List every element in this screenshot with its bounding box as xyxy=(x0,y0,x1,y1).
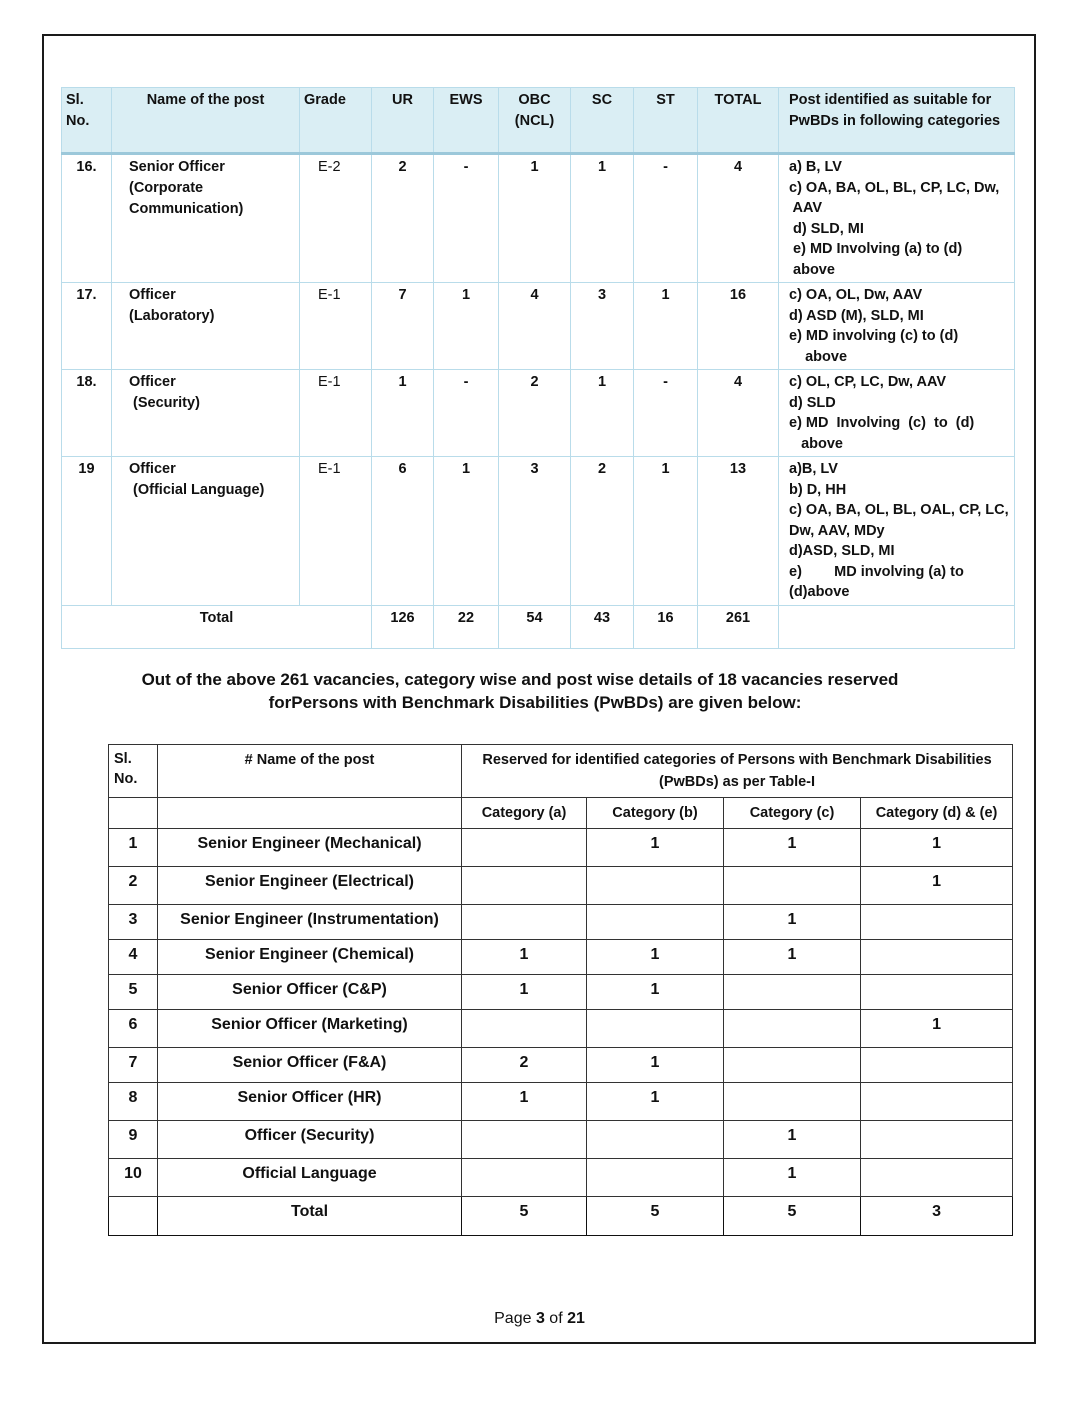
table2-header-sl: Sl. No. xyxy=(109,745,158,798)
pwbd-category-line: AAV xyxy=(789,200,823,216)
pwbd-category-line: d) SLD, MI xyxy=(789,220,864,237)
table2-row xyxy=(109,1010,1013,1048)
row-post-name xyxy=(112,370,300,457)
header-sc: SC xyxy=(571,88,634,154)
pwbd-category-line: a) B, LV xyxy=(789,159,842,175)
total-pwbd-empty xyxy=(779,605,1015,648)
row-cat-a: 1 xyxy=(462,975,587,1010)
table-row xyxy=(62,154,1015,283)
pwbd-category-line: (d)above xyxy=(789,584,850,600)
row-sl-no: 6 xyxy=(109,1010,158,1048)
row-cat-b: 1 xyxy=(587,975,724,1010)
row-ews: 1 xyxy=(434,457,499,606)
row-sl-no: 9 xyxy=(109,1121,158,1159)
pwbd-summary-paragraph xyxy=(100,668,940,714)
row-cat-a xyxy=(462,1159,587,1197)
row-post-name: Senior Officer (Marketing) xyxy=(158,1010,462,1048)
post-name-line: Senior Officer xyxy=(129,159,225,175)
row-cat-b xyxy=(587,1121,724,1159)
table2-header-row-2 xyxy=(109,798,1013,829)
row-ur: 1 xyxy=(372,370,434,457)
row-obc: 3 xyxy=(499,457,571,606)
row-post-name xyxy=(112,457,300,606)
row-pwbd-categories xyxy=(779,283,1015,370)
row-total: 4 xyxy=(698,154,779,283)
row-cat-de xyxy=(861,1048,1013,1083)
header-name: Name of the post xyxy=(112,88,300,154)
pwbd-category-line: c) OA, BA, OL, BL, OAL, CP, LC, xyxy=(789,502,1009,518)
row-sl-no: 7 xyxy=(109,1048,158,1083)
row-obc: 1 xyxy=(499,154,571,283)
pwbd-category-line: c) OL, CP, LC, Dw, AAV xyxy=(789,374,947,390)
row-grade: E-2 xyxy=(300,154,372,283)
row-sl-no: 4 xyxy=(109,940,158,975)
row-sl-no: 3 xyxy=(109,905,158,940)
table2-header-row-1 xyxy=(109,745,1013,798)
row-sc: 2 xyxy=(571,457,634,606)
row-sl-no: 19 xyxy=(62,457,112,606)
total-ur: 126 xyxy=(372,605,434,648)
row-total: 4 xyxy=(698,370,779,457)
row-cat-b xyxy=(587,905,724,940)
page-prefix: Page xyxy=(494,1310,536,1327)
pwbd-category-line: e) MD involving (c) to (d) xyxy=(789,328,959,344)
table2-row xyxy=(109,867,1013,905)
row-st: - xyxy=(634,154,698,283)
row-sc: 1 xyxy=(571,370,634,457)
total-sl-empty xyxy=(109,1197,158,1236)
row-sl-no: 17. xyxy=(62,283,112,370)
table2-total-row xyxy=(109,1197,1013,1236)
row-sl-no: 1 xyxy=(109,829,158,867)
row-sl-no: 2 xyxy=(109,867,158,905)
pwbd-category-line: above xyxy=(789,261,835,278)
row-cat-b: 1 xyxy=(587,1048,724,1083)
row-cat-de: 1 xyxy=(861,867,1013,905)
row-obc: 2 xyxy=(499,370,571,457)
page-footer xyxy=(0,1310,1079,1328)
row-post-name: Senior Engineer (Chemical) xyxy=(158,940,462,975)
paragraph-line-1: Out of the above 261 vacancies, category wise and post wise details of 18 vacancies reserved xyxy=(141,670,899,689)
pwbd-category-line: e) MD Involving (a) to (d) xyxy=(789,241,963,257)
row-cat-a xyxy=(462,1010,587,1048)
row-cat-c xyxy=(724,1083,861,1121)
row-cat-a xyxy=(462,867,587,905)
pwbd-reservation-table xyxy=(108,744,1013,1236)
total-label: Total xyxy=(158,1197,462,1236)
row-cat-c xyxy=(724,1048,861,1083)
row-cat-a xyxy=(462,905,587,940)
header-st: ST xyxy=(634,88,698,154)
pwbd-category-line: e) MD involving (a) to xyxy=(789,563,964,580)
row-post-name xyxy=(112,283,300,370)
table2-row xyxy=(109,940,1013,975)
row-cat-b xyxy=(587,867,724,905)
page-of: of xyxy=(544,1310,568,1327)
row-post-name: Senior Officer (HR) xyxy=(158,1083,462,1121)
total-ews: 22 xyxy=(434,605,499,648)
total-label: Total xyxy=(62,605,372,648)
header-ews: EWS xyxy=(434,88,499,154)
total-cat-c: 5 xyxy=(724,1197,861,1236)
table-row xyxy=(62,370,1015,457)
header-total: TOTAL xyxy=(698,88,779,154)
row-grade: E-1 xyxy=(300,457,372,606)
row-post-name: Officer (Security) xyxy=(158,1121,462,1159)
row-cat-c: 1 xyxy=(724,1121,861,1159)
row-cat-c xyxy=(724,975,861,1010)
table2-header-empty-2 xyxy=(158,798,462,829)
table2-row xyxy=(109,1121,1013,1159)
post-name-line: (Laboratory) xyxy=(129,308,215,324)
table2-header-reserved: Reserved for identified categories of Persons with Benchmark Disabilities (PwBDs) as per Table-I xyxy=(462,745,1013,798)
row-cat-de xyxy=(861,975,1013,1010)
row-pwbd-categories xyxy=(779,457,1015,606)
header-pwbd: Post identified as suitable for PwBDs in following categories xyxy=(779,88,1015,154)
row-post-name: Senior Officer (C&P) xyxy=(158,975,462,1010)
post-name-line: Officer xyxy=(129,461,176,477)
row-ur: 7 xyxy=(372,283,434,370)
pwbd-category-line: a)B, LV xyxy=(789,461,838,477)
post-name-line: Officer xyxy=(129,374,176,390)
row-grade: E-1 xyxy=(300,370,372,457)
row-cat-b: 1 xyxy=(587,829,724,867)
row-total: 13 xyxy=(698,457,779,606)
row-post-name: Senior Engineer (Mechanical) xyxy=(158,829,462,867)
pwbd-category-line: above xyxy=(789,348,848,365)
pwbd-category-line: c) OA, BA, OL, BL, CP, LC, Dw, xyxy=(789,179,1000,196)
total-obc: 54 xyxy=(499,605,571,648)
row-cat-b: 1 xyxy=(587,1083,724,1121)
row-cat-de xyxy=(861,1083,1013,1121)
page-current: 3 xyxy=(535,1310,545,1327)
total-cat-de: 3 xyxy=(861,1197,1013,1236)
row-cat-de: 1 xyxy=(861,1010,1013,1048)
post-name-line: (Official Language) xyxy=(129,482,265,498)
row-cat-c: 1 xyxy=(724,1159,861,1197)
row-cat-b xyxy=(587,1010,724,1048)
table-row xyxy=(62,457,1015,606)
row-st: 1 xyxy=(634,457,698,606)
post-name-line: (Corporate xyxy=(129,180,204,196)
total-sc: 43 xyxy=(571,605,634,648)
row-cat-a: 2 xyxy=(462,1048,587,1083)
row-sl-no: 16. xyxy=(62,154,112,283)
row-pwbd-categories xyxy=(779,154,1015,283)
row-cat-de: 1 xyxy=(861,829,1013,867)
pwbd-category-line: d) SLD xyxy=(789,394,836,411)
row-obc: 4 xyxy=(499,283,571,370)
row-cat-c: 1 xyxy=(724,940,861,975)
row-cat-de xyxy=(861,940,1013,975)
row-cat-b xyxy=(587,1159,724,1197)
row-cat-a: 1 xyxy=(462,1083,587,1121)
row-cat-de xyxy=(861,905,1013,940)
row-ur: 2 xyxy=(372,154,434,283)
post-name-line: Officer xyxy=(129,287,176,303)
pwbd-category-line: Dw, AAV, MDy xyxy=(789,522,885,539)
table2-header-name: # Name of the post xyxy=(158,745,462,798)
table2-header-cat-de: Category (d) & (e) xyxy=(861,798,1013,829)
row-post-name: Senior Engineer (Instrumentation) xyxy=(158,905,462,940)
row-sl-no: 8 xyxy=(109,1083,158,1121)
table2-header-empty-1 xyxy=(109,798,158,829)
table2-header-cat-a: Category (a) xyxy=(462,798,587,829)
table2-row xyxy=(109,905,1013,940)
row-ews: 1 xyxy=(434,283,499,370)
paragraph-line-2: forPersons with Benchmark Disabilities (PwBDs) are given below: xyxy=(268,693,802,712)
pwbd-category-line: b) D, HH xyxy=(789,481,847,498)
row-cat-c xyxy=(724,1010,861,1048)
row-sl-no: 5 xyxy=(109,975,158,1010)
header-ur: UR xyxy=(372,88,434,154)
row-cat-a xyxy=(462,829,587,867)
row-sl-no: 10 xyxy=(109,1159,158,1197)
row-post-name: Senior Officer (F&A) xyxy=(158,1048,462,1083)
table2-row xyxy=(109,1159,1013,1197)
row-sc: 3 xyxy=(571,283,634,370)
row-sl-no: 18. xyxy=(62,370,112,457)
row-post-name: Senior Engineer (Electrical) xyxy=(158,867,462,905)
row-post-name: Official Language xyxy=(158,1159,462,1197)
table2-header-cat-b: Category (b) xyxy=(587,798,724,829)
row-cat-a xyxy=(462,1121,587,1159)
pwbd-category-line: d)ASD, SLD, MI xyxy=(789,543,895,559)
table2-row xyxy=(109,829,1013,867)
table2-row xyxy=(109,1083,1013,1121)
row-ur: 6 xyxy=(372,457,434,606)
vacancy-table xyxy=(61,87,1015,649)
row-grade: E-1 xyxy=(300,283,372,370)
row-ews: - xyxy=(434,370,499,457)
total-total: 261 xyxy=(698,605,779,648)
row-pwbd-categories xyxy=(779,370,1015,457)
post-name-line: (Security) xyxy=(129,395,200,411)
table2-header-cat-c: Category (c) xyxy=(724,798,861,829)
row-st: 1 xyxy=(634,283,698,370)
row-post-name xyxy=(112,154,300,283)
row-st: - xyxy=(634,370,698,457)
total-cat-b: 5 xyxy=(587,1197,724,1236)
table2-row xyxy=(109,1048,1013,1083)
pwbd-category-line: d) ASD (M), SLD, MI xyxy=(789,307,924,324)
row-total: 16 xyxy=(698,283,779,370)
page-total: 21 xyxy=(567,1310,585,1327)
pwbd-category-line: above xyxy=(789,435,843,452)
pwbd-category-line: e) MD Involving (c) to (d) xyxy=(789,415,975,431)
table2-row xyxy=(109,975,1013,1010)
row-sc: 1 xyxy=(571,154,634,283)
total-cat-a: 5 xyxy=(462,1197,587,1236)
post-name-line: Communication) xyxy=(129,201,244,217)
row-cat-b: 1 xyxy=(587,940,724,975)
row-ews: - xyxy=(434,154,499,283)
header-grade: Grade xyxy=(300,88,372,154)
pwbd-category-line: c) OA, OL, Dw, AAV xyxy=(789,287,923,303)
row-cat-c xyxy=(724,867,861,905)
table-row xyxy=(62,283,1015,370)
total-row xyxy=(62,605,1015,648)
row-cat-de xyxy=(861,1121,1013,1159)
total-st: 16 xyxy=(634,605,698,648)
header-sl: Sl. No. xyxy=(62,88,112,154)
row-cat-a: 1 xyxy=(462,940,587,975)
row-cat-de xyxy=(861,1159,1013,1197)
table-header-row xyxy=(62,88,1015,154)
header-obc: OBC (NCL) xyxy=(499,88,571,154)
row-cat-c: 1 xyxy=(724,829,861,867)
row-cat-c: 1 xyxy=(724,905,861,940)
